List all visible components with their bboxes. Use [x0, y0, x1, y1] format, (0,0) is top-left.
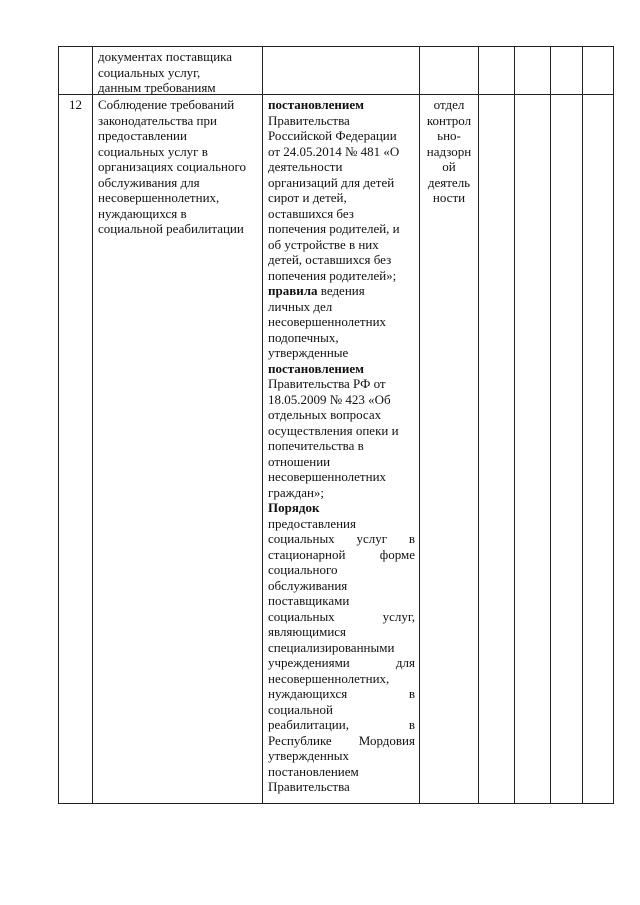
text-line	[268, 175, 415, 191]
plain-text: несовершеннолетних	[268, 469, 387, 484]
text-line	[268, 733, 415, 749]
text-line	[268, 97, 415, 113]
text-line	[268, 485, 415, 501]
text-line	[268, 299, 415, 315]
text-line	[268, 144, 415, 160]
plain-text: несовершеннолетних	[268, 314, 387, 329]
text-line	[268, 531, 415, 547]
bold-term: постановлением	[268, 97, 364, 112]
text-line	[268, 237, 415, 253]
inspection-subject	[98, 97, 260, 237]
bold-term: правила	[268, 283, 318, 298]
continued-subject-text	[98, 49, 258, 96]
column-divider	[550, 46, 551, 804]
text-line	[268, 547, 415, 563]
text-line: предоставлении	[98, 128, 187, 143]
text-line	[268, 717, 415, 733]
table-border-left	[58, 46, 59, 804]
plain-text: являющимися	[268, 624, 347, 639]
plain-text: социального	[268, 562, 338, 577]
plain-text: детей, оставшихся без	[268, 252, 392, 267]
plain-text: несовершеннолетних,	[268, 670, 390, 686]
text-line	[268, 159, 415, 175]
text-line: нуждающихся в	[98, 205, 187, 221]
word: Республике	[268, 732, 332, 748]
responsible-department	[420, 97, 478, 206]
text-line	[268, 609, 415, 625]
text-line	[268, 113, 415, 129]
bold-term: Порядок	[268, 500, 320, 515]
plain-text: от 24.05.2014 № 481 «О	[268, 143, 400, 159]
text-line: обслуживания для	[98, 174, 200, 190]
text-line	[268, 779, 415, 795]
text-line	[268, 624, 415, 640]
plain-text: обслуживания	[268, 577, 348, 593]
table-border-right	[613, 46, 614, 804]
plain-text: об устройстве в них	[268, 236, 379, 252]
plain-text: поставщиками	[268, 593, 350, 608]
word: нуждающихся	[268, 686, 348, 701]
text-line	[268, 686, 415, 702]
text-line	[268, 469, 415, 485]
plain-text: Российской Федерации	[268, 128, 397, 143]
plain-text: попечительства в	[268, 438, 364, 453]
plain-text: Правительства РФ от	[268, 376, 386, 391]
text-line: организациях социального	[98, 159, 247, 174]
text-line	[268, 702, 415, 718]
text-line: ой	[442, 159, 456, 174]
text-line	[268, 314, 415, 330]
text-line: данным требованиям	[98, 80, 216, 95]
text-line: ности	[432, 190, 466, 205]
text-line	[268, 655, 415, 671]
text-line	[268, 221, 415, 237]
plain-text: оставшихся без	[268, 205, 354, 221]
plain-text: подопечных,	[268, 329, 339, 345]
plain-text: организаций для детей	[268, 174, 395, 190]
row-number: 12	[69, 97, 82, 112]
text-line	[268, 516, 415, 532]
text-line: законодательства при	[98, 112, 217, 128]
plain-text: попечения родителей»;	[268, 267, 397, 283]
text-line: отдел	[433, 97, 465, 112]
text-line	[268, 671, 415, 687]
column-divider	[262, 46, 263, 804]
table-border-top	[58, 46, 614, 47]
text-line	[268, 330, 415, 346]
text-line	[268, 283, 415, 299]
word: стационарной	[268, 546, 346, 562]
word: в	[408, 717, 415, 732]
text-line	[268, 500, 415, 516]
text-line	[268, 252, 415, 268]
word: Мордовия	[358, 732, 415, 748]
word: для	[395, 655, 415, 670]
text-line	[268, 764, 415, 780]
word: в	[408, 686, 415, 701]
text-line: социальной реабилитации	[98, 221, 244, 236]
plain-text: постановлением	[268, 763, 359, 779]
word: форме	[379, 546, 415, 562]
plain-text: 18.05.2009 № 423 «Об	[268, 391, 391, 407]
text-line: надзорн	[426, 143, 472, 159]
text-line: документах поставщика	[98, 49, 233, 64]
column-divider	[478, 46, 479, 804]
word: реабилитации,	[268, 717, 349, 732]
bold-term: постановлением	[268, 360, 364, 376]
text-line	[268, 376, 415, 392]
text-line: контрол	[426, 112, 472, 128]
normative-acts-text	[268, 97, 415, 795]
plain-text: сирот и детей,	[268, 190, 347, 205]
text-line	[268, 593, 415, 609]
word: социальных	[268, 608, 335, 624]
text-line	[268, 190, 415, 206]
plain-text: отношении	[268, 453, 331, 469]
plain-text: отдельных вопросах	[268, 407, 382, 422]
word: услуг	[356, 531, 388, 546]
word: в	[408, 531, 415, 546]
text-line: социальных услуг,	[98, 64, 201, 80]
plain-text: личных дел	[268, 298, 333, 314]
regulation-table	[58, 46, 614, 804]
text-line	[268, 423, 415, 439]
text-line	[268, 361, 415, 377]
column-divider	[92, 46, 93, 804]
column-divider	[514, 46, 515, 804]
word: учреждениями	[268, 655, 350, 670]
plain-text: утвержденные	[268, 345, 349, 360]
text-line: ьно-	[437, 128, 461, 143]
word: социальных	[268, 531, 335, 546]
text-line	[268, 748, 415, 764]
plain-text: утвержденных	[268, 748, 350, 763]
text-line	[268, 438, 415, 454]
plain-text: Правительства	[268, 779, 350, 794]
text-line	[268, 562, 415, 578]
plain-text: специализированными	[268, 639, 395, 655]
text-line: социальных услуг в	[98, 143, 208, 159]
plain-text: Правительства	[268, 112, 350, 128]
plain-text: социальной	[268, 701, 333, 717]
plain-text: осуществления опеки и	[268, 422, 399, 438]
plain-text: деятельности	[268, 159, 343, 174]
text-line	[268, 128, 415, 144]
plain-text: граждан»;	[268, 484, 325, 500]
text-line	[268, 268, 415, 284]
text-line: Соблюдение требований	[98, 97, 235, 112]
text-line	[268, 345, 415, 361]
column-divider	[582, 46, 583, 804]
text-line: деятель	[427, 174, 471, 190]
text-line: несовершеннолетних,	[98, 190, 220, 205]
plain-text: попечения родителей, и	[268, 221, 400, 236]
word: услуг,	[382, 608, 415, 624]
text-line	[268, 206, 415, 222]
table-border-bottom	[58, 803, 614, 804]
text-line	[268, 454, 415, 470]
text-line	[268, 640, 415, 656]
plain-text: предоставления	[268, 515, 356, 531]
text-line	[268, 392, 415, 408]
text-line	[268, 578, 415, 594]
text-line	[268, 407, 415, 423]
plain-text: ведения	[317, 283, 365, 298]
